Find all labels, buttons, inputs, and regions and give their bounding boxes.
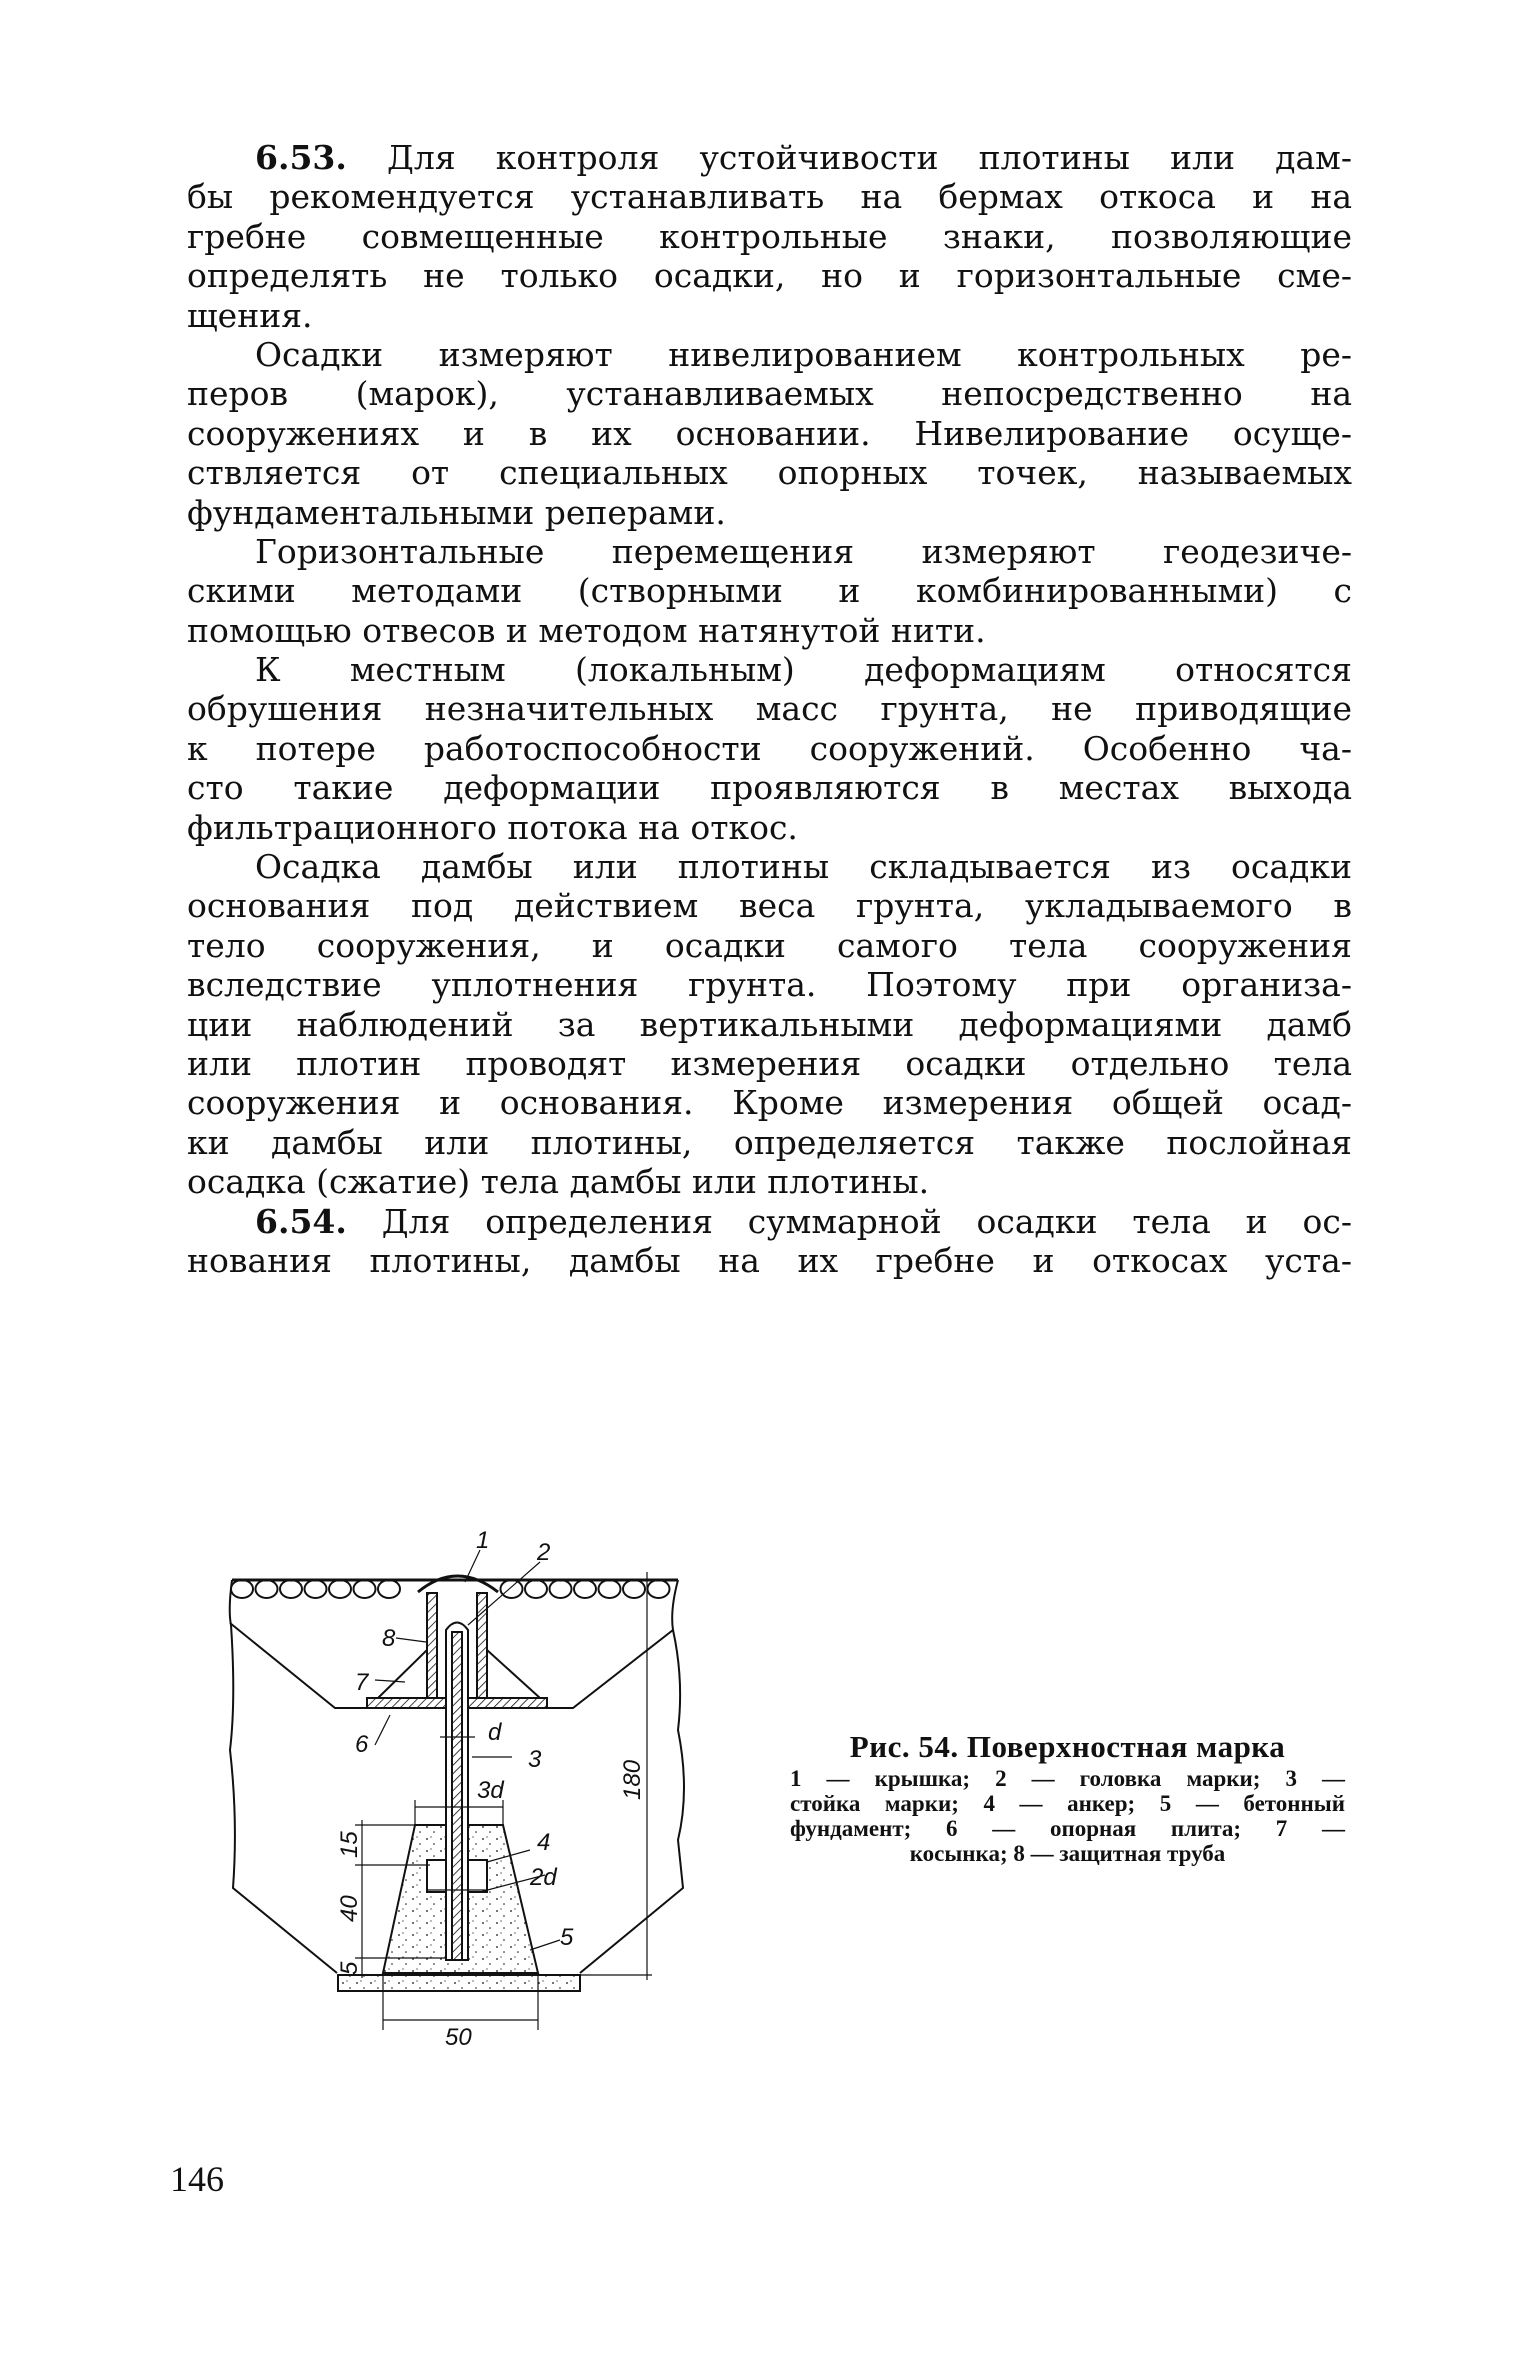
text-line [187, 1241, 1352, 1280]
cap [418, 1576, 498, 1592]
text-line [187, 256, 1352, 295]
cobble [329, 1580, 351, 1598]
text-content: помощью отвесов и методом натянутой нити. [187, 610, 986, 650]
text-content: сооружения и основания. Кроме измерения общей осад- [187, 1083, 1352, 1123]
label-1: 1 [476, 1527, 490, 1554]
cobble [305, 1580, 327, 1598]
text-content: тело сооружения, и осадки самого тела сооружения [187, 925, 1352, 965]
cobble [378, 1580, 400, 1598]
rod-core [452, 1632, 462, 1960]
label-6: 6 [355, 1731, 369, 1758]
text-line [187, 453, 1352, 492]
text-content: скими методами (створными и комбинированными) с [187, 571, 1352, 611]
text-line [187, 808, 1352, 847]
text-line [187, 650, 1352, 689]
label-4: 4 [537, 1829, 551, 1856]
text-line [187, 847, 1352, 886]
dimension-50: 50 [445, 2024, 472, 2051]
cobble [354, 1580, 376, 1598]
text-line [187, 1123, 1352, 1162]
legend-line: косынка; 8 — защитная труба [909, 1841, 1226, 1866]
dimension-5: 5 [336, 1961, 363, 1975]
text-content: Осадка дамбы или плотины складывается из осадки [255, 847, 1352, 887]
text-content: к потере работоспособности сооружений. Особенно ча- [187, 728, 1352, 768]
dimension-180: 180 [619, 1759, 646, 1800]
text-line [187, 1202, 1352, 1241]
text-line [187, 374, 1352, 413]
text-line [187, 414, 1352, 453]
text-content: бы рекомендуется устанавливать на бермах откоса и на [187, 177, 1352, 217]
label-2d: 2d [530, 1864, 557, 1891]
text-content: фундаментальными реперами. [187, 492, 726, 532]
cobble [231, 1580, 253, 1598]
body-text [187, 138, 1352, 1280]
label-7: 7 [355, 1669, 369, 1696]
figure-legend [790, 1766, 1345, 1866]
text-line [187, 532, 1352, 571]
cobble [280, 1580, 302, 1598]
section-number: 6.54. [255, 1201, 347, 1241]
label-d: d [488, 1719, 502, 1746]
text-line [187, 965, 1352, 1004]
text-line [187, 296, 1352, 335]
text-content: ствляется от специальных опорных точек, называемых [187, 453, 1352, 493]
text-line [187, 1005, 1352, 1044]
dimension-40: 40 [336, 1895, 363, 1922]
text-line [187, 1044, 1352, 1083]
cobble [648, 1580, 670, 1598]
legend-line: стойка марки; 4 — анкер; 5 — бетонный [790, 1791, 1345, 1816]
surface-mark-figure [200, 1500, 720, 2130]
text-content: или плотин проводят измерения осадки отдельно тела [187, 1043, 1352, 1083]
text-line [187, 886, 1352, 925]
protective-tube-right [477, 1593, 487, 1698]
text-line [187, 611, 1352, 650]
text-line [187, 729, 1352, 768]
text-content: фильтрационного потока на откос. [187, 807, 798, 847]
base-plate [338, 1975, 580, 1991]
text-content: сооружениях и в их основании. Нивелирование осуще- [187, 413, 1352, 453]
cobble [256, 1580, 278, 1598]
text-content: перов (марок), устанавливаемых непосредственно на [187, 374, 1352, 414]
page-number: 146 [170, 2159, 224, 2199]
text-content: определять не только осадки, но и горизонтальные сме- [187, 256, 1352, 296]
gusset-left [378, 1650, 427, 1698]
cobble [501, 1580, 523, 1598]
protective-tube-left [427, 1593, 437, 1698]
text-content: вследствие уплотнения грунта. Поэтому при организа- [187, 965, 1352, 1005]
legend-line: 1 — крышка; 2 — головка марки; 3 — [790, 1766, 1345, 1791]
text-content: К местным (локальным) деформациям относятся [255, 650, 1352, 690]
text-line [187, 493, 1352, 532]
text-content: Для определения суммарной осадки тела и ос- [381, 1201, 1352, 1241]
section-number: 6.53. [255, 138, 347, 177]
text-content: Горизонтальные перемещения измеряют геодезиче- [255, 531, 1352, 571]
cobble [599, 1580, 621, 1598]
text-content: Осадки измеряют нивелированием контрольных ре- [255, 334, 1352, 374]
text-line [187, 926, 1352, 965]
label-3: 3 [528, 1746, 542, 1773]
text-line [187, 335, 1352, 374]
text-content: основания под действием веса грунта, укладываемого в [187, 886, 1352, 926]
text-content: нования плотины, дамбы на их гребне и откосах уста- [187, 1240, 1352, 1280]
text-content: гребне совмещенные контрольные знаки, позволяющие [187, 216, 1352, 256]
text-line [187, 1083, 1352, 1122]
cobble [550, 1580, 572, 1598]
text-content: ции наблюдений за вертикальными деформациями дамб [187, 1004, 1352, 1044]
text-content: осадка (сжатие) тела дамбы или плотины. [187, 1162, 930, 1202]
gravel-layer [231, 1580, 670, 1598]
label-3d: 3d [477, 1777, 504, 1804]
gusset-right [487, 1650, 540, 1698]
cobble [623, 1580, 645, 1598]
text-content: щения. [187, 295, 313, 335]
text-line [187, 689, 1352, 728]
text-content: ки дамбы или плотины, определяется также послойная [187, 1122, 1352, 1162]
cobble [525, 1580, 547, 1598]
label-2: 2 [537, 1539, 551, 1566]
text-line [187, 768, 1352, 807]
text-content: обрушения незначительных масс грунта, не приводящие [187, 689, 1352, 729]
text-line [187, 1162, 1352, 1201]
text-content: сто такие деформации проявляются в местах выхода [187, 768, 1352, 808]
cobble [574, 1580, 596, 1598]
figure-title: Рис. 54. Поверхностная марка [849, 1729, 1286, 1764]
left-boundary [230, 1580, 337, 1973]
label-5: 5 [560, 1924, 574, 1951]
label-8: 8 [382, 1625, 396, 1652]
dimension-15: 15 [336, 1831, 363, 1858]
text-line [187, 217, 1352, 256]
figure-caption [790, 1728, 1345, 1866]
text-line [187, 138, 1352, 177]
text-content: Для контроля устойчивости плотины или дам- [387, 138, 1352, 177]
legend-line: фундамент; 6 — опорная плита; 7 — [790, 1816, 1345, 1841]
text-line [187, 177, 1352, 216]
text-line [187, 571, 1352, 610]
